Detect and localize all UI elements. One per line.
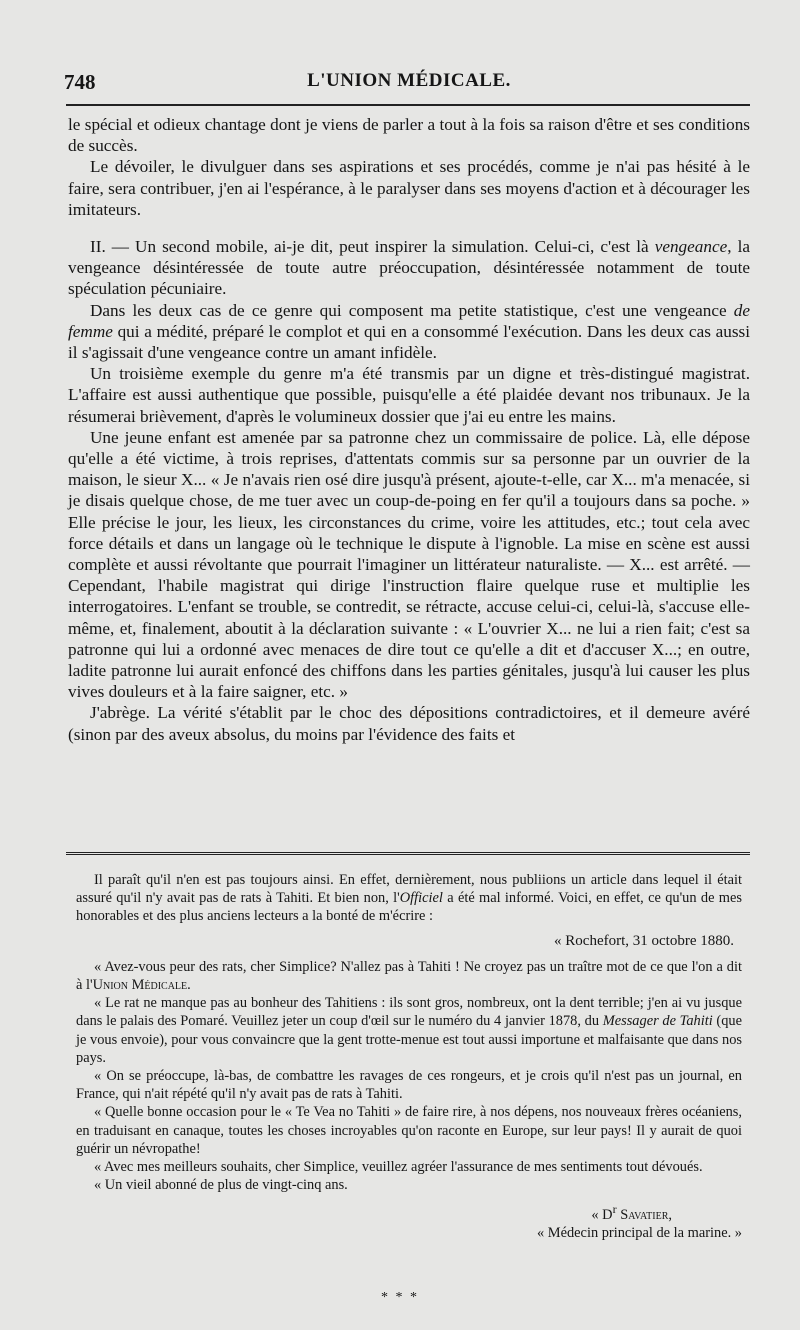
- text-run: Il paraît qu'il n'en est pas toujours ainsi. En effet, dernièrement, nous publiions un article dans lequel il était assuré qu'il n'y avait pas de rats à Tahiti. Et bien non, l': [76, 872, 742, 907]
- text-run: « D: [591, 1207, 613, 1224]
- running-title: L'UNION MÉDICALE.: [307, 70, 511, 91]
- footnote-paragraph: « Quelle bonne occasion pour le « Te Vea no Tahiti » de faire rire, à nos dépens, nos nouveaux frères océaniens, en traduisant en canaque, toutes les choses incroyables qu'on raconte en Europe, sur leur pays! Il y aurait de quoi guérir un névropathe!: [76, 1104, 742, 1157]
- emphasis: vengeance: [654, 237, 728, 257]
- footnote-paragraph: [76, 994, 742, 1067]
- end-ornament: * * *: [381, 1290, 419, 1305]
- footnote-paragraph: « On se préoccupe, là-bas, de combattre les ravages de ces rongeurs, et je crois qu'il n'est pas un journal, en France, qui n'ait répété qu'il n'y avait pas de rats à Tahiti.: [76, 1068, 742, 1103]
- signature-title: « Médecin principal de la marine. »: [537, 1225, 742, 1242]
- page-header: [64, 62, 750, 94]
- text-run: ,: [668, 1207, 672, 1224]
- paragraph: [68, 300, 750, 364]
- emphasis: Officiel: [399, 890, 443, 907]
- footnote-paragraph: « Avec mes meilleurs souhaits, cher Simplice, veuillez agréer l'assurance de mes sentiments tout dévoués.: [94, 1159, 703, 1176]
- paragraph: [68, 236, 750, 300]
- small-caps: Union Médicale: [92, 977, 188, 994]
- signature-name: [76, 1200, 742, 1224]
- paragraph: Une jeune enfant est amenée par sa patronne chez un commissaire de police. Là, elle dépose qu'elle a été victime, à trois reprises, d'attentats commis sur sa personne par un ouvrier de la maison, le sieur X... « Je n'avais rien osé dire jusqu'à présent, ajoute-t-elle, car X... m'a menacée, si je disais quelque chose, de me tuer avec un coup-de-poing en fer qu'il a toujours dans sa poche. » Elle précise le jour, les lieux, les circonstances du crime, voire les attitudes, etc.; tout cela avec force détails et dans un langage où le technique le dispute à l'ignoble. La mise en scène est aussi complète et aussi révoltante que pourrait l'imaginer un littérateur naturaliste. — X... est arrêté. — Cependant, l'habile magistrat qui dirige l'instruction flaire quelque ruse et multiplie les interrogatoires. L'enfant se trouble, se contredit, se rétracte, accuse celui-ci, celui-là, s'accuse elle-même, et, finalement, aboutit à la déclaration suivante : « L'ouvrier X... ne lui a rien fait; c'est sa patronne qui lui a ordonné avec menaces de dire tout ce qu'elle a dit et d'accuser X...; en outre, ladite patronne lui aurait enfoncé des chiffons dans les parties génitales, jusqu'à lui causer les plus vives douleurs et à la faire saigner, etc. »: [68, 427, 750, 702]
- small-caps: Savatier: [620, 1207, 669, 1224]
- text-run: qui a médité, préparé le complot et qui en a consommé l'exécution. Dans les deux cas aussi il s'agissait d'une vengeance contre un amant infidèle.: [68, 321, 750, 363]
- text-run: Dans les deux cas de ce genre qui composent ma petite statistique, c'est une vengeance: [90, 300, 734, 320]
- emphasis: de femme: [68, 300, 750, 341]
- main-text: [68, 114, 750, 745]
- text-run: « Le rat ne manque pas au bonheur des Tahitiens : ils sont gros, nombreux, ont la dent terrible; j'en ai vu jusque dans le palais des Pomaré. Veuillez jeter un coup d'œil sur le numéro du 4 janvier 1878, du: [76, 995, 742, 1030]
- paragraph: Le dévoiler, le divulguer dans ses aspirations et ses procédés, comme je n'ai pas hésité à le faire, sera contribuer, j'en ai l'espérance, à le paralyser dans ses moyens d'action et à décourager les imitateurs.: [68, 157, 750, 219]
- letter-date: « Rochefort, 31 octobre 1880.: [554, 932, 734, 949]
- text-run: .: [187, 977, 191, 994]
- text-run: (que je vous envoie), pour vous convaincre que la gent trotte-menue est tout aussi importune et malfaisante que dans nos pays.: [76, 1013, 742, 1066]
- footnote-paragraph: « Un vieil abonné de plus de vingt-cinq ans.: [94, 1177, 348, 1194]
- footnote-paragraph: [76, 871, 742, 926]
- footnote-rule: [66, 852, 750, 857]
- header-rule: [66, 104, 750, 106]
- text-run: « Avez-vous peur des rats, cher Simplice? N'allez pas à Tahiti ! Ne croyez pas un traître mot de ce que l'on a dit à l': [76, 958, 742, 994]
- text-run: , la vengeance désintéressée de toute autre préoccupation, désintéressée notamment de toute spéculation pécuniaire.: [68, 237, 750, 299]
- superscript: r: [612, 1202, 617, 1217]
- emphasis: Messager de Tahiti: [602, 1013, 713, 1030]
- page-number: 748: [64, 70, 96, 94]
- text-run: a été mal informé. Voici, en effet, ce qu'un de mes honorables et des plus anciens lecteurs a la bonté de m'écrire :: [76, 890, 742, 925]
- footnote: [76, 871, 742, 1243]
- paragraph: Un troisième exemple du genre m'a été transmis par un digne et très-distingué magistrat. L'affaire est aussi authentique que possible, puisqu'elle a été plaidée devant nos tribunaux. Je la résumerai brièvement, d'après le volumineux dossier que j'ai eu entre les mains.: [68, 364, 750, 426]
- paragraph: le spécial et odieux chantage dont je viens de parler a tout à la fois sa raison d'être et ses conditions de succès.: [68, 115, 750, 156]
- footnote-paragraph: [76, 958, 742, 994]
- paragraph: J'abrège. La vérité s'établit par le choc des dépositions contradictoires, et il demeure avéré (sinon par des aveux absolus, du moins par l'évidence des faits et: [68, 703, 750, 744]
- text-run: II. — Un second mobile, ai-je dit, peut inspirer la simulation. Celui-ci, c'est là: [90, 237, 655, 257]
